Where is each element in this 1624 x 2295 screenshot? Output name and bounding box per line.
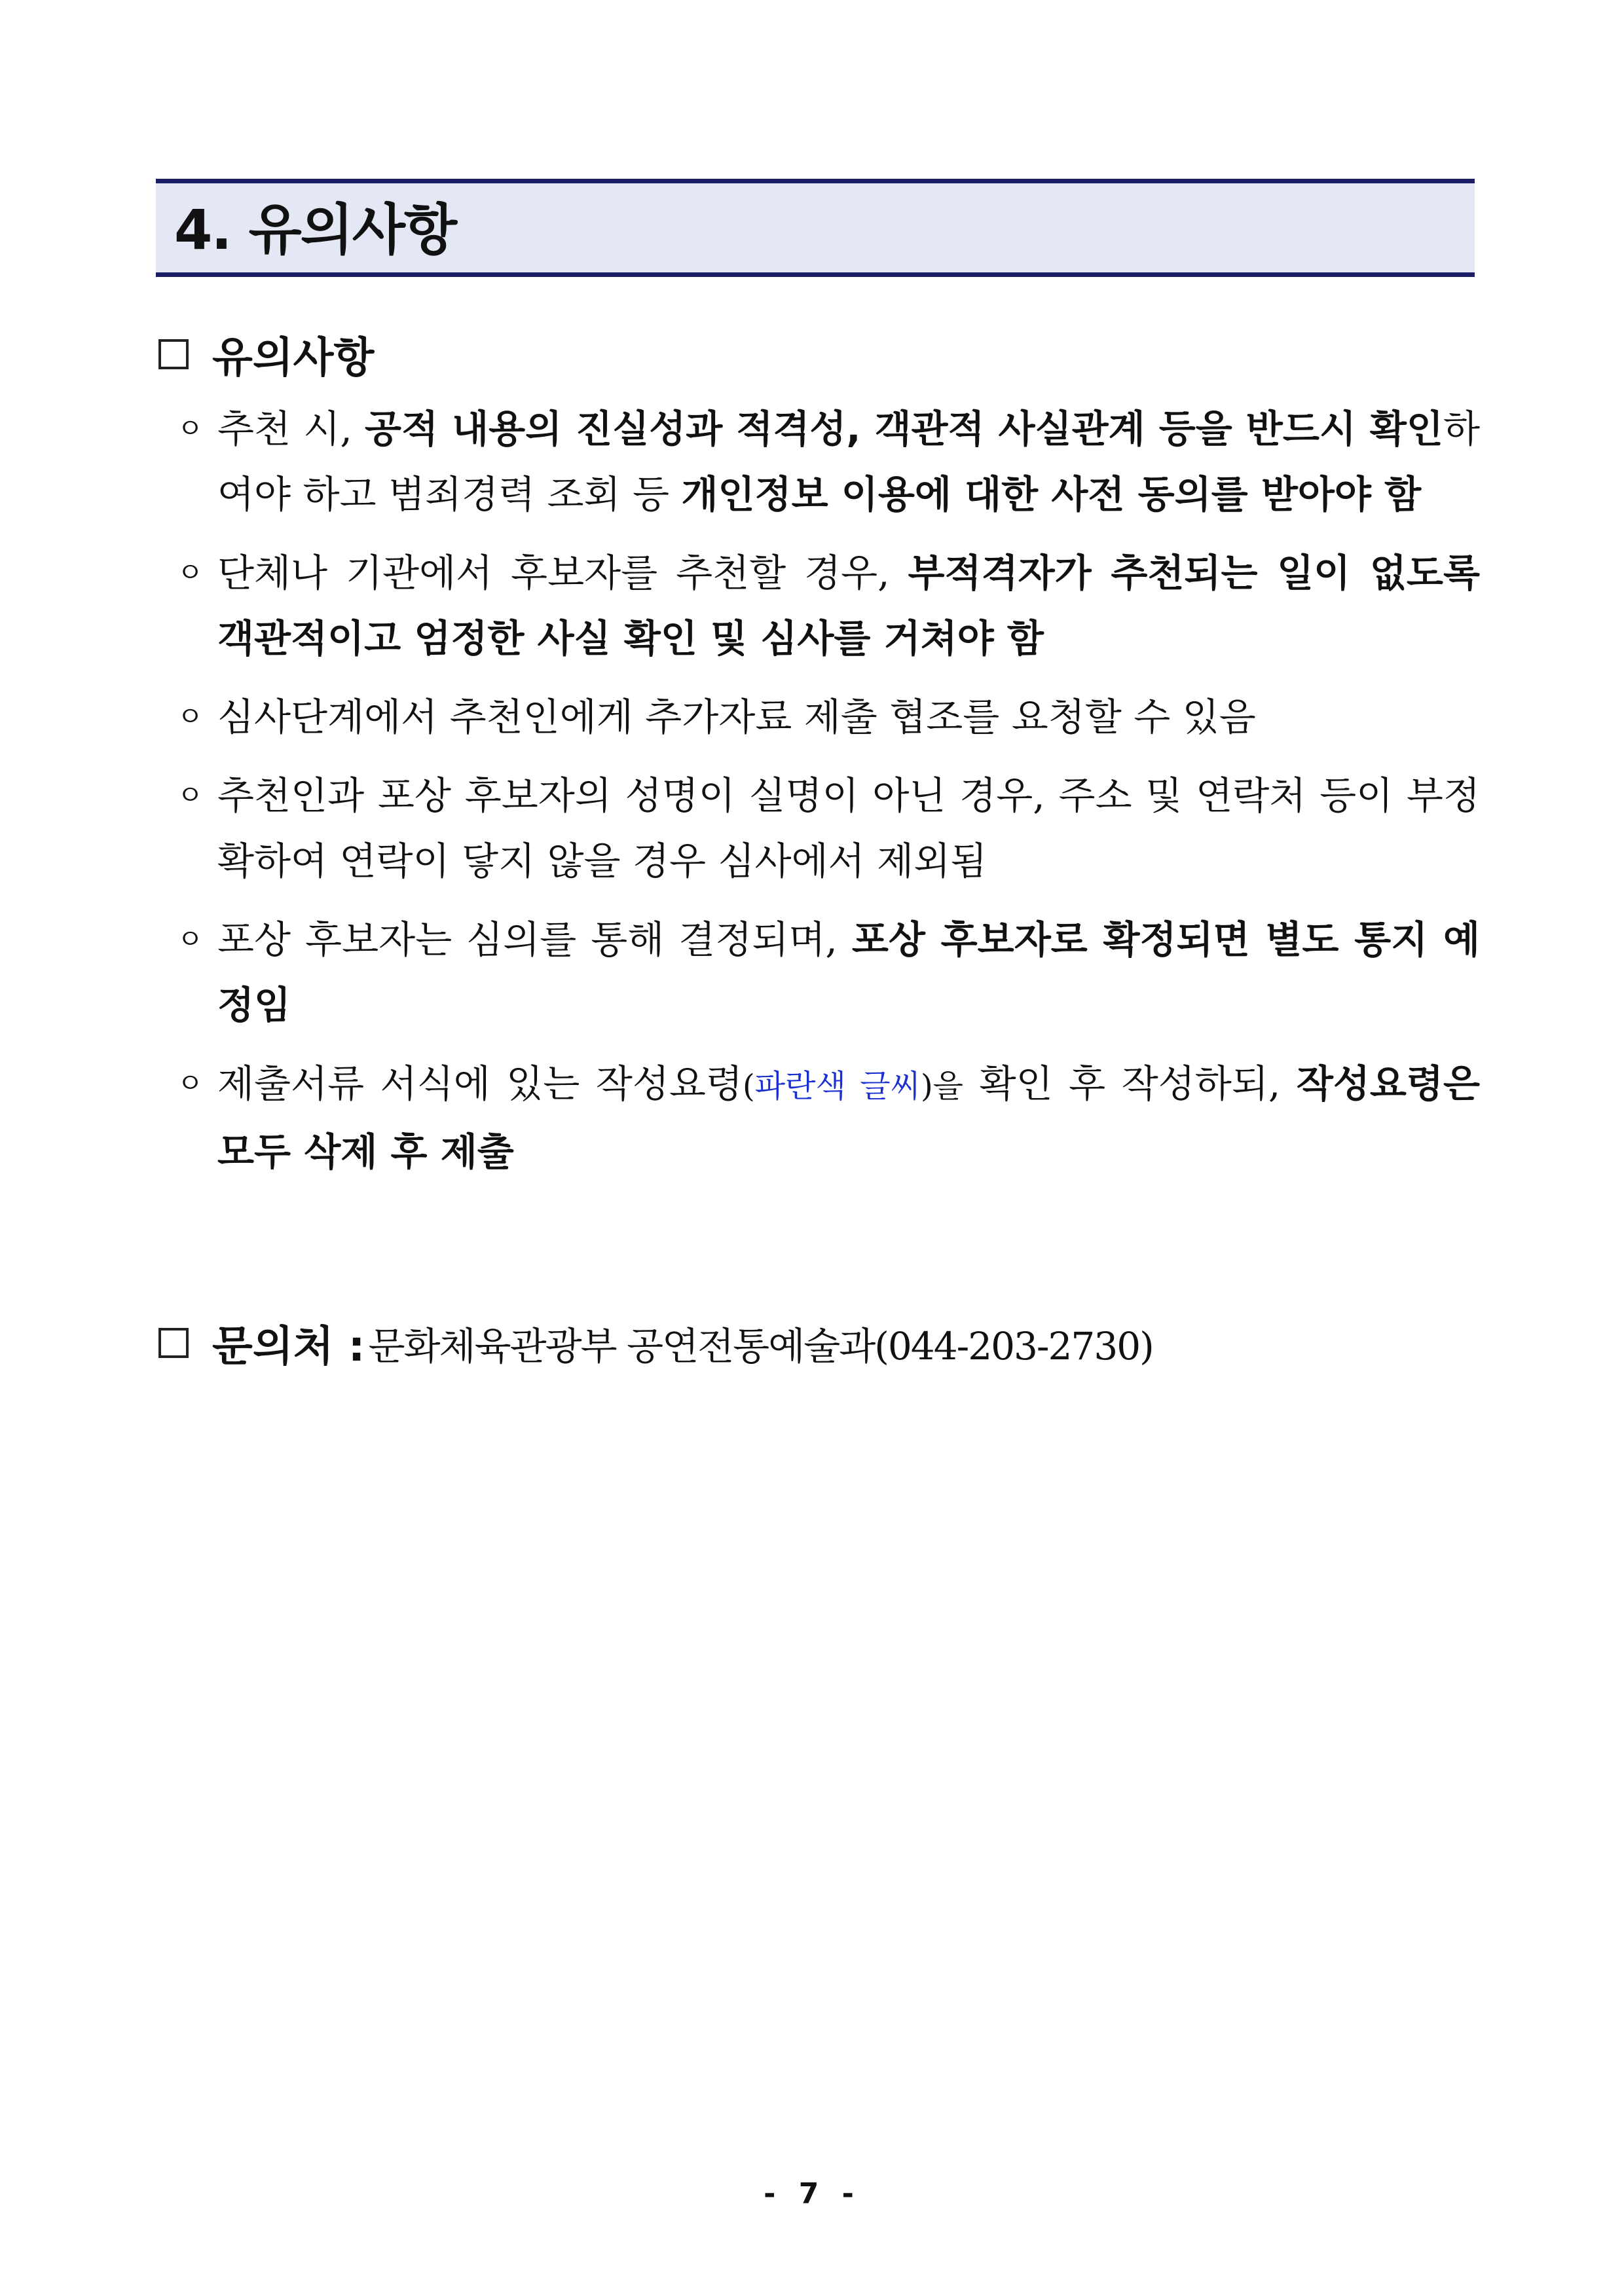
bullet-circle-icon: ㅇ bbox=[177, 779, 204, 811]
list-item-text: 심사단계에서 추천인에게 추가자료 제출 협조를 요청할 수 있음 bbox=[217, 695, 1256, 739]
checkbox-icon bbox=[158, 1328, 189, 1358]
list-item bbox=[177, 540, 1480, 671]
list-item-text: 하여야 하고 범죄경력 조회 등 bbox=[217, 407, 1480, 517]
list-item-text: 공적 내용의 진실성과 적격성, 객관적 사실관계 등을 반드시 확인 bbox=[365, 407, 1443, 451]
bullet-circle-icon: ㅇ bbox=[177, 413, 204, 445]
notes-heading: 유의사항 bbox=[212, 334, 375, 382]
notes-list bbox=[177, 396, 1480, 1198]
list-item-text: 단체나 기관에서 후보자를 추천할 경우, bbox=[217, 551, 908, 595]
list-item-text: 추천인과 포상 후보자의 성명이 실명이 아닌 경우, 주소 및 연락처 등이 부정확하여 연락이 닿지 않을 경우 심사에서 제외됨 bbox=[217, 773, 1480, 883]
list-item bbox=[177, 396, 1480, 527]
checkbox-icon bbox=[158, 339, 189, 369]
contact-label: 문의처 : bbox=[212, 1323, 365, 1371]
list-item bbox=[177, 907, 1480, 1038]
list-item-text: 파란색 글씨 bbox=[754, 1068, 921, 1105]
list-item-text: ( bbox=[743, 1068, 755, 1105]
bullet-circle-icon: ㅇ bbox=[177, 923, 204, 955]
list-item bbox=[177, 684, 1480, 750]
section-header bbox=[156, 179, 1475, 277]
list-item bbox=[177, 763, 1480, 894]
contact-value: 문화체육관광부 공연전통예술과(044-203-2730) bbox=[368, 1324, 1153, 1368]
list-item-text: 확인 후 작성하되, bbox=[963, 1061, 1297, 1106]
page-number: - 7 - bbox=[764, 2177, 860, 2211]
list-item-text: 포상 후보자로 확정되면 별도 통지 예정임 bbox=[217, 917, 1480, 1027]
bullet-circle-icon: ㅇ bbox=[177, 701, 204, 733]
section-title: 4. 유의사항 bbox=[174, 198, 456, 262]
list-item bbox=[177, 1051, 1480, 1184]
list-item-text: 개인정보 이용에 대한 사전 동의를 받아야 함 bbox=[681, 472, 1422, 517]
list-item-text: )을 bbox=[920, 1068, 964, 1105]
list-item-text: 포상 후보자는 심의를 통해 결정되며, bbox=[217, 917, 852, 962]
list-item-text: 제출서류 서식에 있는 작성요령 bbox=[217, 1061, 743, 1106]
notes-heading-row bbox=[158, 324, 374, 384]
list-item-text: 부적격자가 추천되는 일이 없도록 객관적이고 엄정한 사실 확인 및 심사를 거쳐야 함 bbox=[217, 551, 1480, 661]
bullet-circle-icon: ㅇ bbox=[177, 557, 204, 589]
contact-row bbox=[158, 1313, 1153, 1373]
bullet-circle-icon: ㅇ bbox=[177, 1067, 204, 1099]
list-item-text: 추천 시, bbox=[217, 407, 365, 451]
list-item-text: 작성요령은 모두 삭제 후 제출 bbox=[217, 1061, 1480, 1174]
